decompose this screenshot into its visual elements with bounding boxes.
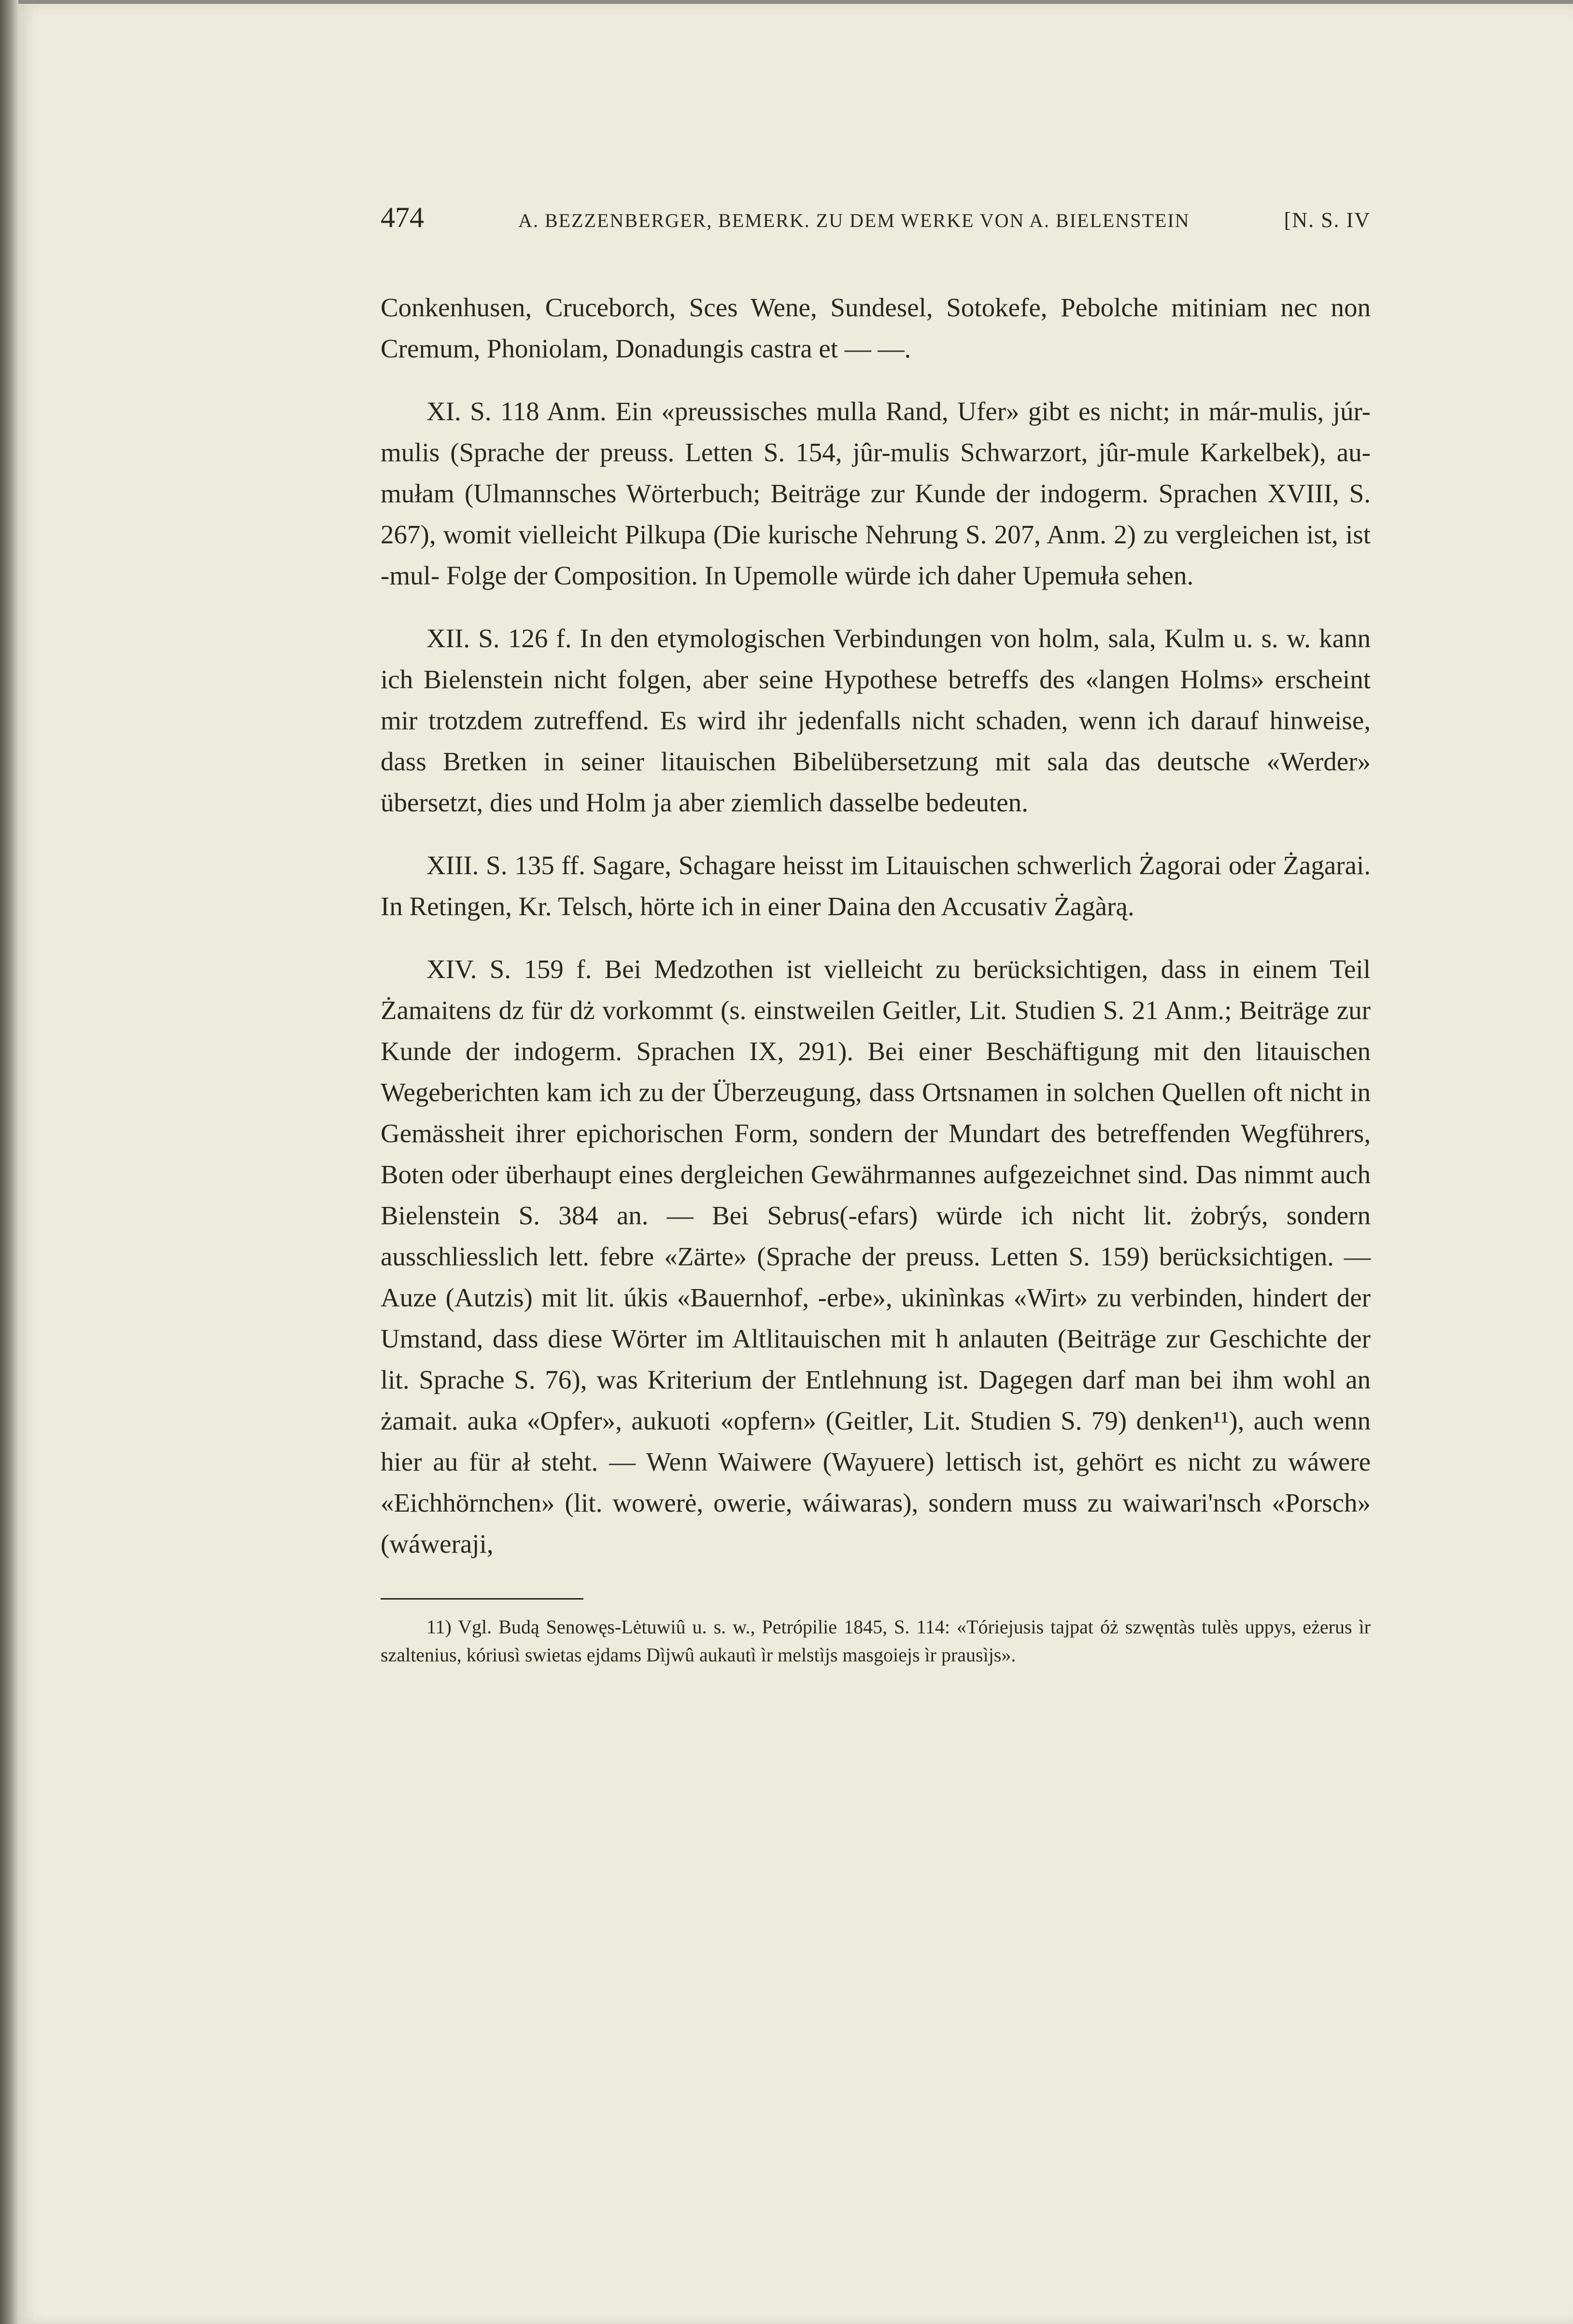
running-header (381, 197, 1371, 241)
paragraph-xiv: XIV. S. 159 f. Bei Medzothen ist vielleicht zu berücksichtigen, dass in einem Teil Żamaitens dz für dż vorkommt (s. einstweilen Geitler, Lit. Studien S. 21 Anm.; Beiträge zur Kunde der indogerm. Sprachen IX, 291). Bei einer Beschäftigung mit den litauischen Wegeberichten kam ich zu der Überzeugung, dass Ortsnamen in solchen Quellen oft nicht in Gemässheit ihrer epichorischen Form, sondern der Mundart des betreffenden Wegführers, Boten oder überhaupt eines dergleichen Gewährmannes aufgezeichnet sind. Das nimmt auch Bielenstein S. 384 an. — Bei Sebrus(-efars) würde ich nicht lit. żobrýs, sondern ausschliesslich lett. febre «Zärte» (Sprache der preuss. Letten S. 159) berücksichtigen. — Auze (Autzis) mit lit. úkis «Bauernhof, -erbe», ukinìnkas «Wirt» zu verbinden, hindert der Umstand, dass diese Wörter im Altlitauischen mit h anlauten (Beiträge zur Geschichte der lit. Sprache S. 76), was Kriterium der Entlehnung ist. Dagegen darf man bei ihm wohl an żamait. auka «Opfer», aukuoti «opfern» (Geitler, Lit. Studien S. 79) denken¹¹), auch wenn hier au für ał steht. — Wenn Waiwere (Wayuere) lettisch ist, gehört es nicht zu wáwere «Eichhörnchen» (lit. wowerė, owerie, wáiwaras), sondern muss zu waiwari'nsch «Porsch» (wáweraji, (381, 954, 1371, 1559)
footnote-divider (381, 1598, 583, 1600)
running-title: A. BEZZENBERGER, BEMERK. ZU DEM WERKE VON A. BIELENSTEIN (518, 210, 1190, 231)
text-block (381, 197, 1371, 1669)
book-binding-edge (0, 0, 18, 2324)
footnote-11: 11) Vgl. Budą Senowęs-Lėtuwiû u. s. w., Petrópilie 1845, S. 114: «Tóriejusis tajpat óż szwęntàs tulès uppys, eżerus ìr szaltenius, kóriusì swietas ejdams Dìjwû aukautì ìr melstìjs masgoiejs ìr prausìjs». (381, 1616, 1371, 1666)
paragraph-xi: XI. S. 118 Anm. Ein «preussisches mulla Rand, Ufer» gibt es nicht; in már-mulis, júr-mulis (Sprache der preuss. Letten S. 154, jûr-mulis Schwarzort, jûr-mule Karkelbek), au-mułam (Ulmannsches Wörterbuch; Beiträge zur Kunde der indogerm. Sprachen XVIII, S. 267), womit vielleicht Pilkupa (Die kurische Nehrung S. 207, Anm. 2) zu vergleichen ist, ist -mul- Folge der Composition. In Upemolle würde ich daher Upemuła sehen. (381, 397, 1371, 590)
paragraph-xii: XII. S. 126 f. In den etymologischen Verbindungen von holm, sala, Kulm u. s. w. kann ich Bielenstein nicht folgen, aber seine Hypothese betreffs des «langen Holms» erscheint mir trotzdem zutreffend. Es wird ihr jedenfalls nicht schaden, wenn ich darauf hinweise, dass Bretken in seiner litauischen Bibelübersetzung mit sala das deutsche «Werder» übersetzt, dies und Holm ja aber ziemlich dasselbe bedeuten. (381, 624, 1371, 817)
page-number: 474 (381, 201, 424, 233)
paragraph-continuation: Conkenhusen, Cruceborch, Sces Wene, Sundesel, Sotokefe, Pebolche mitiniam nec non Cremum, Phoniolam, Donadungis castra et — —. (381, 293, 1371, 363)
book-page (18, 4, 1573, 2324)
paragraph-xiii: XIII. S. 135 ff. Sagare, Schagare heisst im Litauischen schwerlich Żagorai oder Żagarai. In Retingen, Kr. Telsch, hörte ich in einer Daina den Accusativ Żagàrą. (381, 850, 1371, 921)
section-mark: [N. S. IV (1284, 208, 1371, 232)
